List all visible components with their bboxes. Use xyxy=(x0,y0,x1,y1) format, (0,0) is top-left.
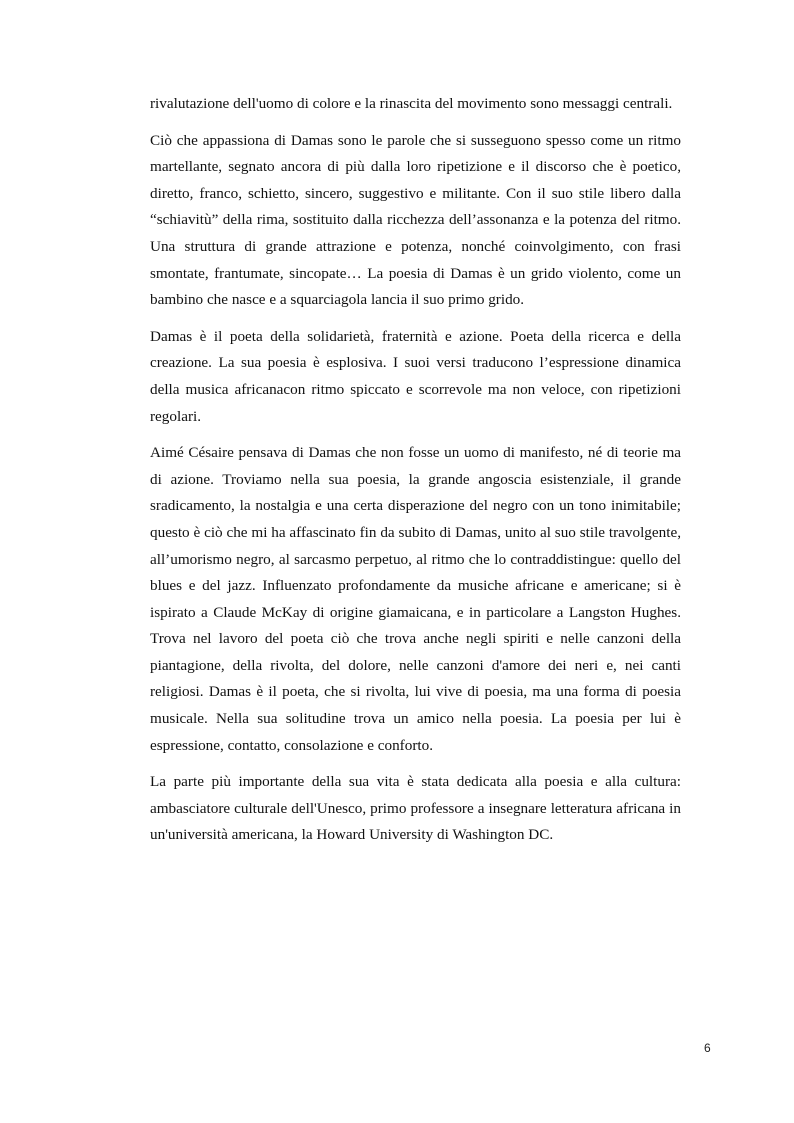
paragraph-damas-style: Ciò che appassiona di Damas sono le parole che si susseguono spesso come un ritmo martellante, segnato ancora di più dalla loro ripetizione e il discorso che è poetico, diretto, franco, schietto, sincero, suggestivo e militante. Con il suo stile libero dalla “schiavitù” della rima, sostituito dalla ricchezza dell’assonanza e la potenza del ritmo. Una struttura di grande attrazione e potenza, nonché coinvolgimento, con frasi smontate, frantumate, sincopate… La poesia di Damas è un grido violento, come un bambino che nasce e a squarciagola lancia il suo primo grido. xyxy=(150,131,681,309)
paragraph-cesaire: Aimé Césaire pensava di Damas che non fosse un uomo di manifesto, né di teorie ma di azione. Troviamo nella sua poesia, la grande angoscia esistenziale, il grande sradicamento, la nostalgia e una certa disperazione del negro con un tono inimitabile; questo è ciò che mi ha affascinato fin da subito di Damas, unito al suo stile travolgente, all’umorismo negro, al sarcasmo perpetuo, al ritmo che lo contraddistingue: quello del blues e del jazz. Influenzato profondamente da musiche africane e americane; si è ispirato a Claude McKay di origine giamaicana, e in particolare a Langston Hughes. Trova nel lavoro del poeta ciò che trova anche negli spiriti e nelle canzoni della piantagione, della rivolta, del dolore, nelle canzoni d'amore dei neri e, nei canti religiosi. Damas è il poeta, che si rivolta, lui vive di poesia, ma una forma di poesia musicale. Nella sua solitudine trova un amico nella poesia. La poesia per lui è espressione, contatto, consolazione e conforto. xyxy=(150,444,681,754)
paragraph-culture: La parte più importante della sua vita è stata dedicata alla poesia e alla cultura: ambasciatore culturale dell'Unesco, primo professore a insegnare letteratura africana in un'università americana, la Howard University di Washington DC. xyxy=(150,773,681,844)
paragraph-damas-poet: Damas è il poeta della solidarietà, fraternità e azione. Poeta della ricerca e della creazione. La sua poesia è esplosiva. I suoi versi traducono l’espressione dinamica della musica africanacon ritmo spiccato e scorrevole ma non veloce, con ripetizioni regolari. xyxy=(150,327,681,425)
paragraph-continuation: rivalutazione dell'uomo di colore e la rinascita del movimento sono messaggi centrali. xyxy=(150,95,673,112)
document-body xyxy=(150,91,681,859)
page-number: 6 xyxy=(704,1041,711,1055)
